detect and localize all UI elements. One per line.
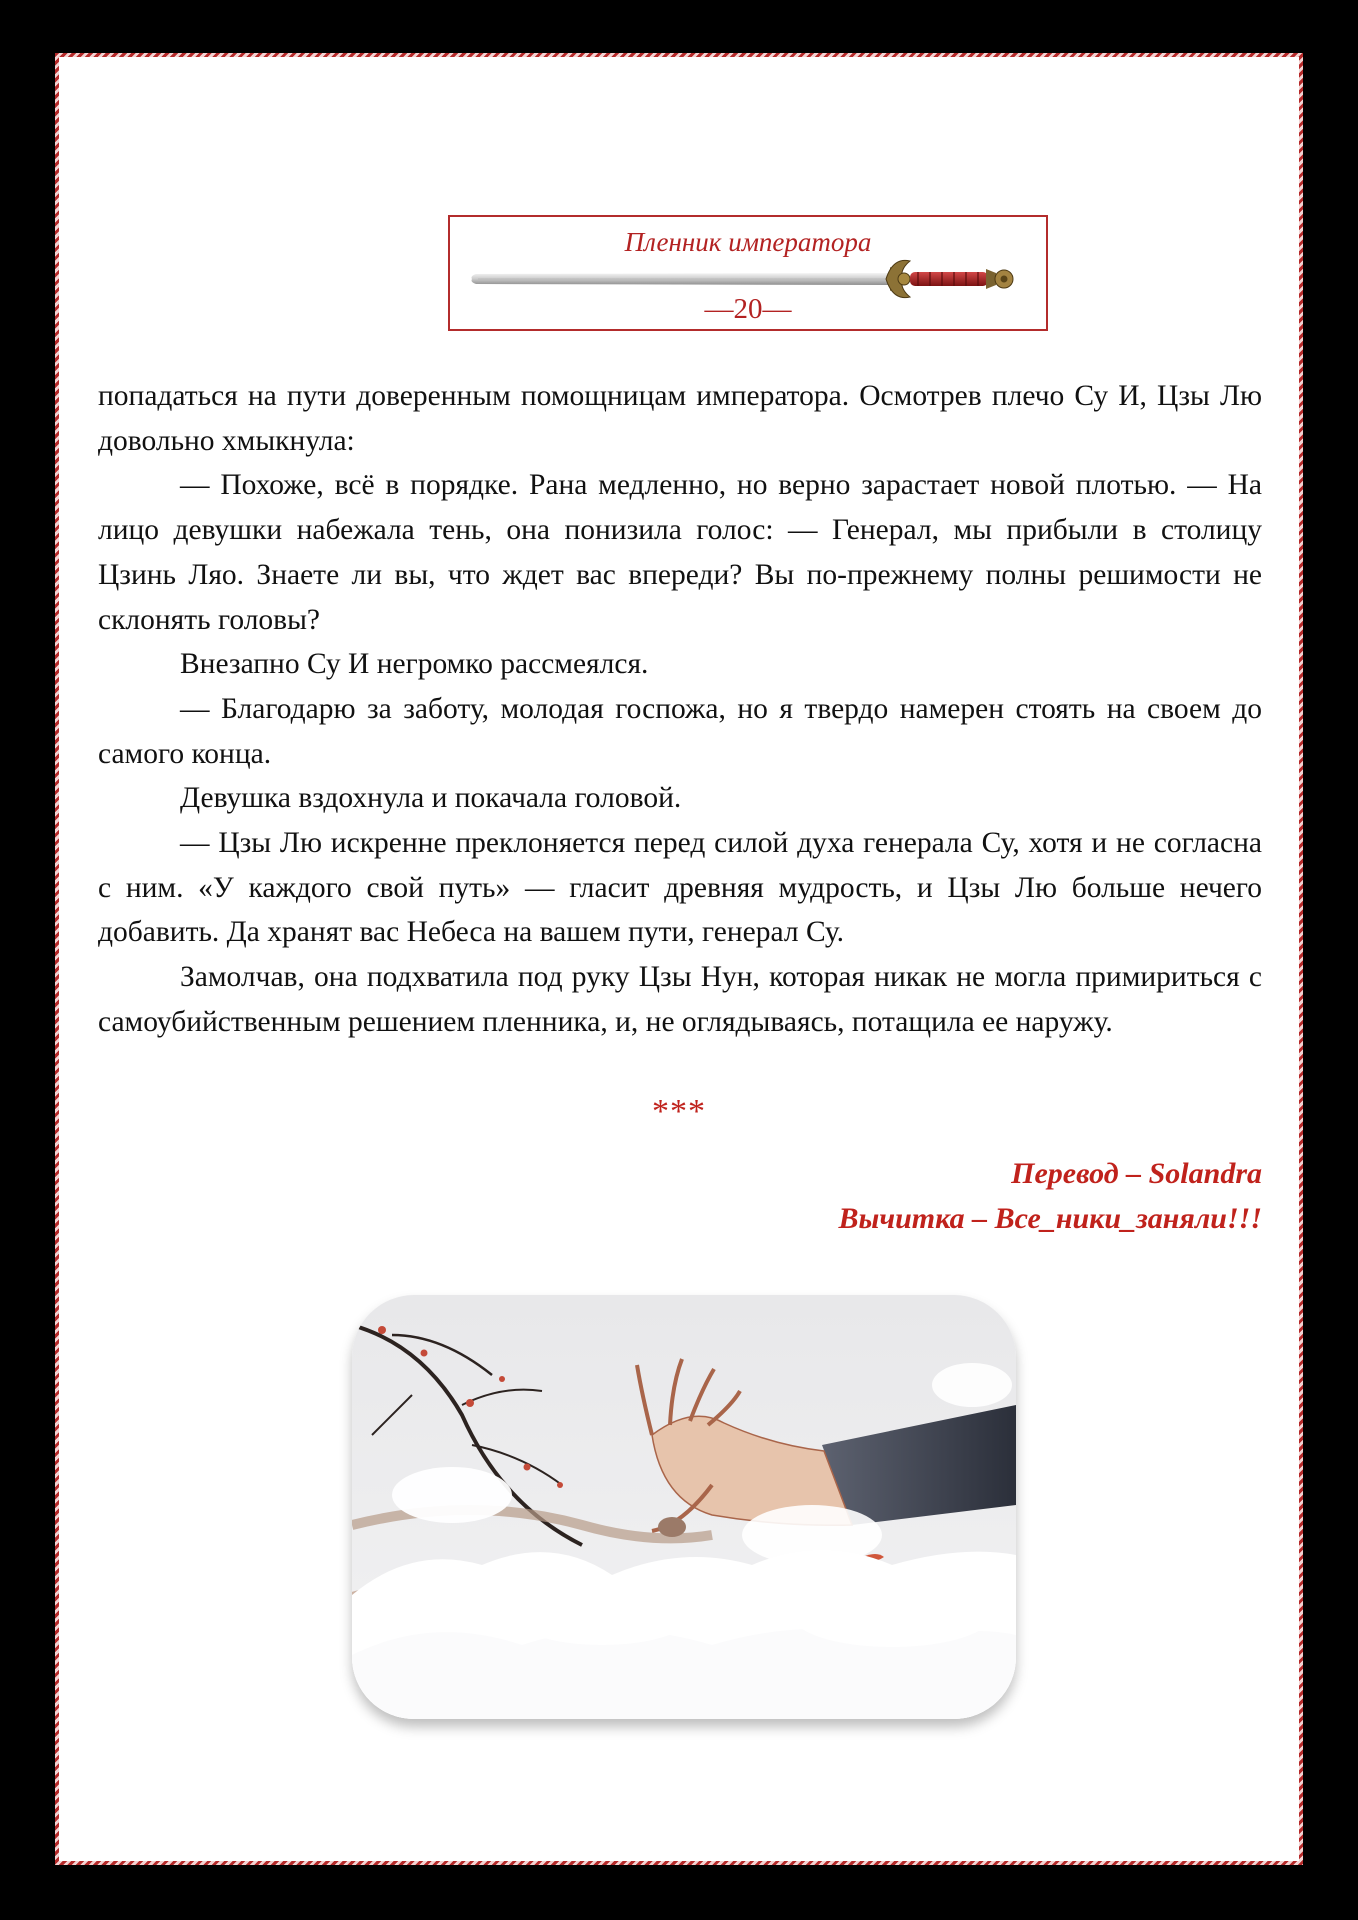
page-header (448, 215, 1048, 331)
translation-credit: Перевод – Solandra (1011, 1157, 1262, 1190)
document-page (55, 53, 1303, 1865)
paragraph: Девушка вздохнула и покачала головой. (180, 782, 682, 815)
paragraph: — Похоже, всё в порядке. Рана медленно, но верно зарастает новой плотью. — На лицо девушки набежала тень, она понизила голос: — Генерал, мы прибыли в столицу Цзинь Ляо. Знаете ли вы, что ждет вас впереди? Вы по-прежнему полны решимости не склонять головы? (98, 469, 1262, 636)
book-title: Пленник императора (624, 227, 872, 257)
paragraph: Замолчав, она подхватила под руку Цзы Нун, которая никак не могла примириться с самоубийственным решением пленника, и, не оглядываясь, потащила ее наружу. (98, 961, 1262, 1038)
paragraph: попадаться на пути доверенным помощницам императора. Осмотрев плечо Су И, Цзы Лю довольно хмыкнула: (98, 380, 1262, 457)
paragraph: — Цзы Лю искренне преклоняется перед силой духа генерала Су, хотя и не согласна с ним. «У каждого свой путь» — гласит древняя мудрость, и Цзы Лю больше нечего добавить. Да хранят вас Небеса на вашем пути, генерал Су. (98, 827, 1262, 949)
credits (839, 1151, 1262, 1241)
illustration (352, 1295, 1016, 1719)
section-separator: *** (652, 1093, 706, 1130)
paragraph: — Благодарю за заботу, молодая госпожа, но я твердо намерен стоять на своем до самого конца. (98, 692, 1262, 770)
page-number: —20— (704, 293, 792, 325)
chapter-text (98, 374, 1262, 1045)
proofreading-credit: Вычитка – Все_ники_заняли!!! (838, 1202, 1262, 1235)
paragraph: Внезапно Су И негромко рассмеялся. (180, 648, 649, 681)
